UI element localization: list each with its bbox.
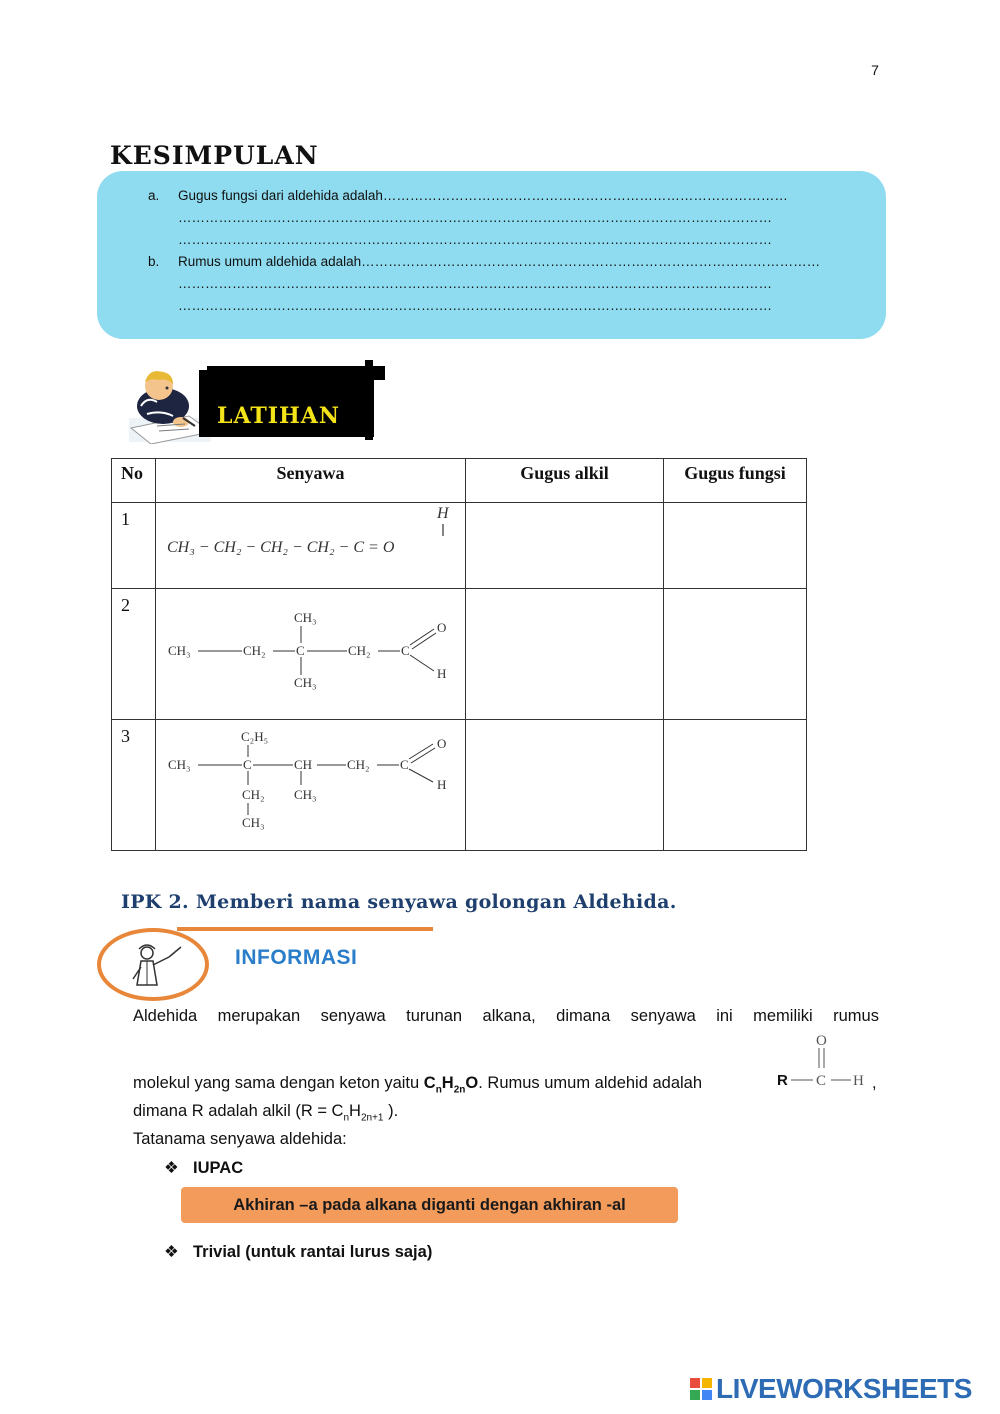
formula-1-structure xyxy=(156,503,466,589)
latihan-banner xyxy=(127,360,387,444)
formula-3-ch3-ch: CH₃ xyxy=(294,787,317,802)
formula-3-structure xyxy=(156,720,466,851)
formula-2-h: H xyxy=(437,666,447,681)
para2-text-2: . Rumus umum aldehid adalah xyxy=(478,1074,703,1092)
header-senyawa: Senyawa xyxy=(156,459,466,503)
table-row xyxy=(112,589,807,720)
header-no: No xyxy=(112,459,156,503)
gugus-alkil-answer-cell[interactable] xyxy=(466,589,664,720)
formula-2-structure xyxy=(156,589,466,720)
latihan-label: LATIHAN xyxy=(217,403,340,429)
row-number: 1 xyxy=(112,503,156,589)
formula-3-ch: CH xyxy=(294,757,313,772)
header-gugus-fungsi: Gugus fungsi xyxy=(664,459,807,503)
diamond-bullet-icon: ❖ xyxy=(164,1243,179,1261)
teacher-pointer-icon xyxy=(125,943,185,987)
bullet-trivial-label: Trivial (untuk rantai lurus saja) xyxy=(193,1243,433,1261)
bullet-trivial xyxy=(164,1242,432,1262)
liveworksheets-logo-icon xyxy=(690,1378,712,1400)
liveworksheets-watermark xyxy=(690,1374,972,1404)
bullet-iupac-label: IUPAC xyxy=(193,1159,244,1177)
formula-2-c: C xyxy=(296,643,305,658)
kesimpulan-box xyxy=(97,171,886,339)
para2-comma: , xyxy=(872,1074,877,1092)
paragraph-3 xyxy=(133,1102,398,1123)
formula-1-cell xyxy=(156,503,466,589)
formula-3-ch2: CH₂ xyxy=(347,757,370,772)
table-header-row xyxy=(112,459,807,503)
aldehyde-o: O xyxy=(816,1033,827,1049)
kesimpulan-title: KESIMPULAN xyxy=(110,141,319,170)
gugus-alkil-answer-cell[interactable] xyxy=(466,720,664,851)
word: turunan xyxy=(406,1007,463,1025)
word: Aldehida xyxy=(133,1007,198,1025)
formula-3-h: H xyxy=(437,777,447,792)
word: senyawa xyxy=(320,1007,386,1025)
formula-3-c2h5: C₂H₅ xyxy=(241,729,269,744)
formula-2-ch3-left: CH₃ xyxy=(168,643,191,658)
word: ini xyxy=(716,1007,733,1025)
formula-2-o: O xyxy=(437,620,447,635)
word: memiliki xyxy=(753,1007,813,1025)
item-a-letter: a. xyxy=(148,188,160,203)
gugus-alkil-answer-cell[interactable] xyxy=(466,503,664,589)
formula-3-c: C xyxy=(243,757,252,772)
para2-text: molekul yang sama dengan keton yaitu xyxy=(133,1074,424,1092)
bond xyxy=(410,655,434,671)
bond xyxy=(409,769,433,782)
formula-n: n xyxy=(435,1084,442,1096)
item-a-answer-line-3[interactable]: …………………………………………………………………………………………………………………… xyxy=(178,232,772,247)
paragraph-2 xyxy=(133,1074,702,1095)
word: merupakan xyxy=(217,1007,301,1025)
item-b-letter: b. xyxy=(148,254,160,269)
formula-3-ch2-down: CH₂ xyxy=(242,787,265,802)
informasi-label: INFORMASI xyxy=(235,946,358,969)
para3-h: H xyxy=(349,1102,361,1120)
informasi-underline xyxy=(177,927,433,931)
aldehyde-h: H xyxy=(853,1073,864,1089)
gugus-fungsi-answer-cell[interactable] xyxy=(664,589,807,720)
row-number: 3 xyxy=(112,720,156,851)
table-row xyxy=(112,720,807,851)
word: rumus xyxy=(833,1007,879,1025)
diamond-bullet-icon: ❖ xyxy=(164,1159,179,1177)
formula-2n: 2n xyxy=(453,1084,466,1096)
para3-text: dimana R adalah alkil (R = C xyxy=(133,1102,344,1120)
formula-c: C xyxy=(423,1074,436,1092)
item-a-answer-line[interactable]: Gugus fungsi dari aldehida adalah……………………………………………………………………………… xyxy=(178,188,788,203)
table-row xyxy=(112,503,807,589)
item-b-answer-line[interactable]: Rumus umum aldehida adalah………………………………………………………………………………………… xyxy=(178,254,821,269)
liveworksheets-wordmark: LIVEWORKSHEETS xyxy=(716,1373,972,1404)
formula-2-ch3-bottom: CH₃ xyxy=(294,675,317,690)
gugus-fungsi-answer-cell[interactable] xyxy=(664,503,807,589)
para3-text-2: ). xyxy=(383,1102,399,1120)
formula-1-h: H xyxy=(437,505,449,522)
item-b-answer-line-3[interactable]: …………………………………………………………………………………………………………………… xyxy=(178,298,772,313)
word: alkana, xyxy=(482,1007,536,1025)
formula-3-ch3-left: CH₃ xyxy=(168,757,191,772)
page-number: 7 xyxy=(871,62,879,78)
formula-3-cell xyxy=(156,720,466,851)
formula-3-ch3-down: CH₃ xyxy=(242,815,265,830)
informasi-banner xyxy=(95,925,440,1003)
latihan-table xyxy=(111,458,807,851)
iupac-rule-box: Akhiran –a pada alkana diganti dengan akhiran -al xyxy=(181,1187,678,1223)
formula-3-c2: C xyxy=(400,757,409,772)
para3-sub: 2n+1 xyxy=(360,1112,384,1124)
aldehyde-c: C xyxy=(816,1073,827,1089)
formula-2-c2: C xyxy=(401,643,410,658)
paragraph-4: Tatanama senyawa aldehida: xyxy=(133,1130,347,1148)
formula-3-o: O xyxy=(437,736,447,751)
item-a-answer-line-2[interactable]: …………………………………………………………………………………………………………………… xyxy=(178,210,772,225)
row-number: 2 xyxy=(112,589,156,720)
formula-h: H xyxy=(441,1074,454,1092)
paragraph-1 xyxy=(133,1007,879,1026)
formula-2-ch3-top: CH₃ xyxy=(294,610,317,625)
aldehyde-r: R xyxy=(777,1072,788,1089)
gugus-fungsi-answer-cell[interactable] xyxy=(664,720,807,851)
header-gugus-alkil: Gugus alkil xyxy=(466,459,664,503)
para3-n: n xyxy=(343,1112,350,1124)
aldehyde-general-structure xyxy=(773,1030,869,1094)
word: senyawa xyxy=(630,1007,696,1025)
formula-2-ch2-b: CH₂ xyxy=(348,643,371,658)
ipk-heading: IPK 2. Memberi nama senyawa golongan Aldehida. xyxy=(121,891,677,913)
formula-1-chain: CH₃ − CH₂ − CH₂ − CH₂ − C = O xyxy=(167,539,395,556)
word: dimana xyxy=(556,1007,611,1025)
formula-o: O xyxy=(465,1074,479,1092)
bullet-iupac xyxy=(164,1158,243,1178)
molecular-formula xyxy=(423,1074,479,1096)
formula-2-ch2-a: CH₂ xyxy=(243,643,266,658)
item-b-answer-line-2[interactable]: …………………………………………………………………………………………………………………… xyxy=(178,276,772,291)
formula-2-cell xyxy=(156,589,466,720)
